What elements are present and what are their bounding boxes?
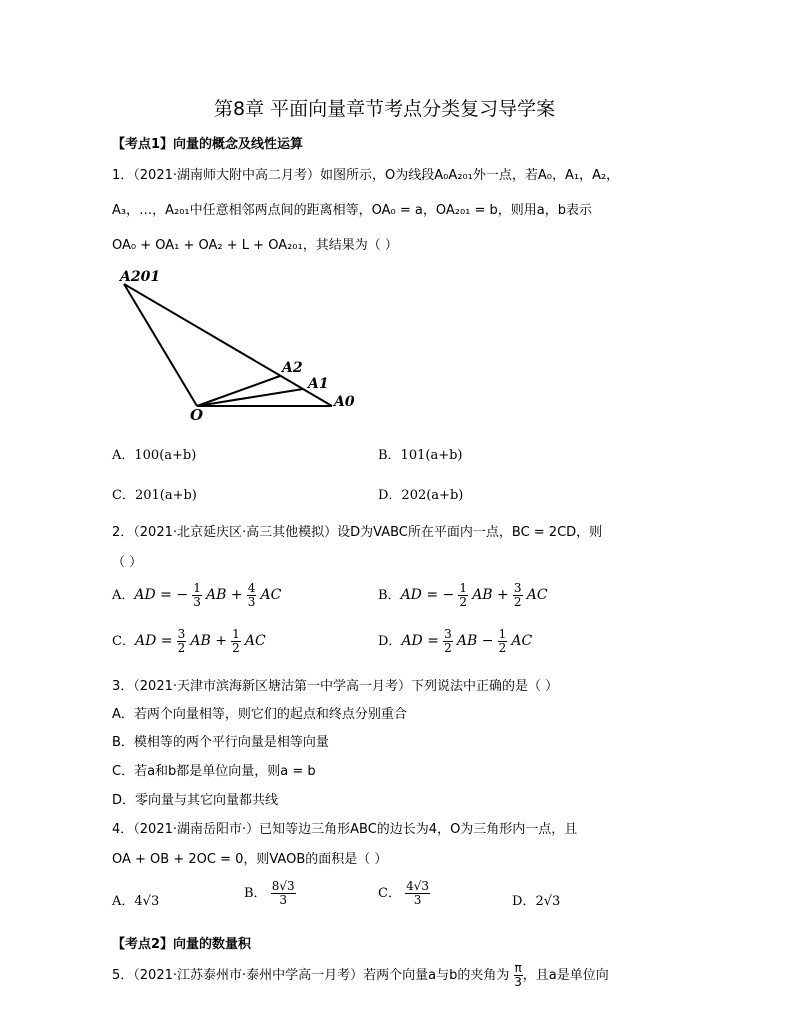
section-label: 【考点1】 [112,137,174,152]
fraction [458,582,468,609]
option-a[interactable]: A．100(a+b) [112,448,197,463]
numerator: 4 [247,581,256,595]
fraction [192,582,202,609]
option-c[interactable]: C．201(a+b) [112,488,197,503]
option-c[interactable] [112,628,266,655]
denominator: 3 [279,893,287,907]
option-value: 4√3 [134,894,160,909]
question-source: （2021·江苏泰州市·泰州中学高一月考） [133,968,364,983]
option-vector: AC [244,633,266,649]
numerator: π [514,961,522,975]
label-a0: A0 [334,394,355,410]
option-vector: AB + [190,633,227,649]
option-value: 2√3 [535,894,561,909]
denominator: 3 [193,595,201,609]
option-c[interactable]: C．若a和b都是单位向量，则a = b [112,764,316,779]
numerator: 3 [444,627,452,641]
numerator: 1 [232,627,240,641]
fraction [271,880,296,907]
option-vector: AB + [206,587,243,603]
fraction [177,628,187,655]
numerator: 3 [177,627,186,641]
numerator: 1 [459,581,468,595]
fraction [443,628,453,655]
question-2-line-1 [112,521,602,540]
denominator: 3 [413,893,422,907]
numerator: 4√3 [406,879,430,893]
option-label: C． [378,886,401,901]
option-vector: AC [511,633,533,649]
section-label: 【考点2】 [112,937,174,952]
denominator: 2 [444,641,452,655]
segment-o-a201 [124,284,197,406]
numerator: 8√3 [271,879,295,893]
question-1-line-3: OA₀ + OA₁ + OA₂ + L + OA₂₀₁，其结果为（ ） [112,238,398,253]
numerator: 1 [498,627,507,641]
question-4-line-1 [112,818,577,837]
denominator: 2 [177,641,186,655]
option-label: A． [112,588,135,603]
fraction [514,962,523,989]
question-5-line-1 [112,962,609,989]
option-vector: AC [260,587,282,603]
denominator: 3 [514,975,522,989]
question-1-line-1 [112,164,619,183]
option-vector: AC [526,587,548,603]
question-source: （2021·湖南岳阳市·） [133,822,260,837]
denominator: 3 [247,595,256,609]
numerator: 1 [193,581,201,595]
option-vector: AB + [472,587,509,603]
option-d[interactable]: D．零向量与其它向量都共线 [112,793,279,808]
option-d[interactable] [512,890,560,909]
label-a2: A2 [282,360,303,376]
denominator: 2 [459,595,468,609]
option-b[interactable] [378,582,548,609]
question-1-line-2: A₃，…，A₂₀₁中任意相邻两点间的距离相等，OA₀ = a，OA₂₀₁ = b，则用a，b表示 [112,203,593,218]
label-a1: A1 [308,376,329,392]
label-o: O [190,406,204,424]
option-lhs: AD = − [400,587,455,603]
question-text: 如图所示，O为线段A₀A₂₀₁外一点，若A₀，A₁，A₂， [320,168,620,183]
question-number: 3． [112,679,134,694]
numerator: 3 [513,581,522,595]
question-number: 2． [112,525,134,540]
option-d[interactable]: D．202(a+b) [378,488,464,503]
question-number: 5． [112,968,134,983]
denominator: 2 [232,641,240,655]
question-4-line-2: OA + OB + 2OC = 0，则VAOB的面积是（ ） [112,852,388,867]
question-source: （2021·天津市滨海新区塘沽第一中学高一月考） [133,679,411,694]
option-lhs: AD = − [134,587,189,603]
option-a[interactable] [112,582,281,609]
section-header-2 [112,933,251,952]
segment-a201-a0 [124,284,332,406]
label-a201: A201 [120,269,161,285]
section-name: 向量的概念及线性运算 [173,137,304,152]
option-b[interactable]: B．101(a+b) [378,448,463,463]
option-vector: AB − [456,633,494,649]
question-3-line-1 [112,675,558,694]
option-c[interactable] [378,880,430,907]
question-text-tail: ，且a是单位向 [522,968,609,983]
triangle-figure [110,268,370,428]
segment-o-a2 [197,376,280,406]
option-b[interactable] [244,880,296,907]
segment-o-a1 [197,389,303,406]
question-source: （2021·湖南师大附中高二月考） [133,168,320,183]
question-2-line-2: （ ） [112,555,143,570]
question-text: 若两个向量a与b的夹角为 [363,968,510,983]
section-header-1 [112,133,303,152]
denominator: 2 [513,595,522,609]
fraction [513,582,523,609]
question-source: （2021·北京延庆区·高三其他模拟） [133,525,338,540]
option-a[interactable] [112,890,159,909]
fraction [498,628,508,655]
option-d[interactable] [378,628,532,655]
fraction [405,880,430,907]
section-name: 向量的数量积 [173,937,252,952]
question-number: 4． [112,822,134,837]
option-lhs: AD = [401,633,439,649]
question-text: 下列说法中正确的是（ ） [411,679,559,694]
denominator: 2 [498,641,507,655]
option-label: C． [112,634,135,649]
option-label: D． [512,894,536,909]
option-label: D． [378,634,402,649]
question-number: 1． [112,168,134,183]
fraction [247,582,257,609]
fraction [231,628,241,655]
option-b[interactable]: B．模相等的两个平行向量是相等向量 [112,735,329,750]
question-text: 已知等边三角形ABC的边长为4，O为三角形内一点，且 [259,822,578,837]
option-label: A． [112,894,135,909]
page-title: 第8章 平面向量章节考点分类复习导学案 [214,98,556,120]
option-label: B． [378,588,401,603]
question-text: 设D为VABC所在平面内一点，BC = 2CD，则 [337,525,603,540]
option-a[interactable]: A．若两个向量相等，则它们的起点和终点分别重合 [112,707,407,722]
option-label: B． [244,886,267,901]
option-lhs: AD = [134,633,173,649]
